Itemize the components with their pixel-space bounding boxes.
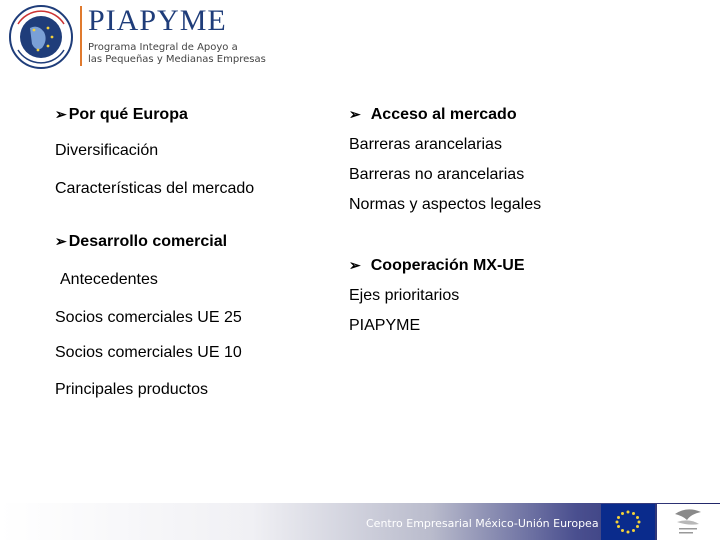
right-section1-heading: ➢ Acceso al mercado — [349, 106, 517, 123]
list-item: Barreras arancelarias — [349, 136, 502, 153]
arrow-bullet-icon: ➢ — [349, 257, 361, 273]
list-item: Características del mercado — [55, 180, 255, 197]
brand-subtitle-line1: Programa Integral de Apoyo a — [88, 42, 238, 53]
brand-subtitle — [88, 42, 288, 66]
list-item: Antecedentes — [60, 271, 158, 288]
arrow-bullet-icon: ➢ — [349, 106, 361, 122]
brand-subtitle-line2: las Pequeñas y Medianas Empresas — [88, 54, 266, 65]
list-item: Ejes prioritarios — [349, 287, 460, 304]
arrow-bullet-icon: ➢ — [55, 106, 67, 122]
footer-text: Centro Empresarial México-Unión Europea — [366, 517, 599, 530]
left-section1-heading: ➢ Por qué Europa — [55, 106, 188, 123]
list-item: Diversificación — [55, 142, 159, 159]
left-section2-heading: ➢ Desarrollo comercial — [55, 233, 228, 250]
eagle-emblem-icon — [657, 504, 720, 540]
mexico-government-logo — [657, 504, 720, 540]
eu-flag-icon — [601, 504, 655, 540]
list-item: Normas y aspectos legales — [349, 196, 542, 213]
list-item: Principales productos — [55, 381, 208, 398]
arrow-bullet-icon: ➢ — [55, 233, 67, 249]
list-item: Socios comerciales UE 10 — [55, 344, 242, 361]
mexico-eu-seal-icon — [8, 4, 74, 70]
logo-divider — [80, 6, 82, 66]
list-item: PIAPYME — [349, 317, 421, 334]
right-section2-heading: ➢ Cooperación MX-UE — [349, 257, 525, 274]
list-item: Barreras no arancelarias — [349, 166, 525, 183]
brand-name: PIAPYME — [88, 4, 227, 37]
list-item: Socios comerciales UE 25 — [55, 309, 242, 326]
